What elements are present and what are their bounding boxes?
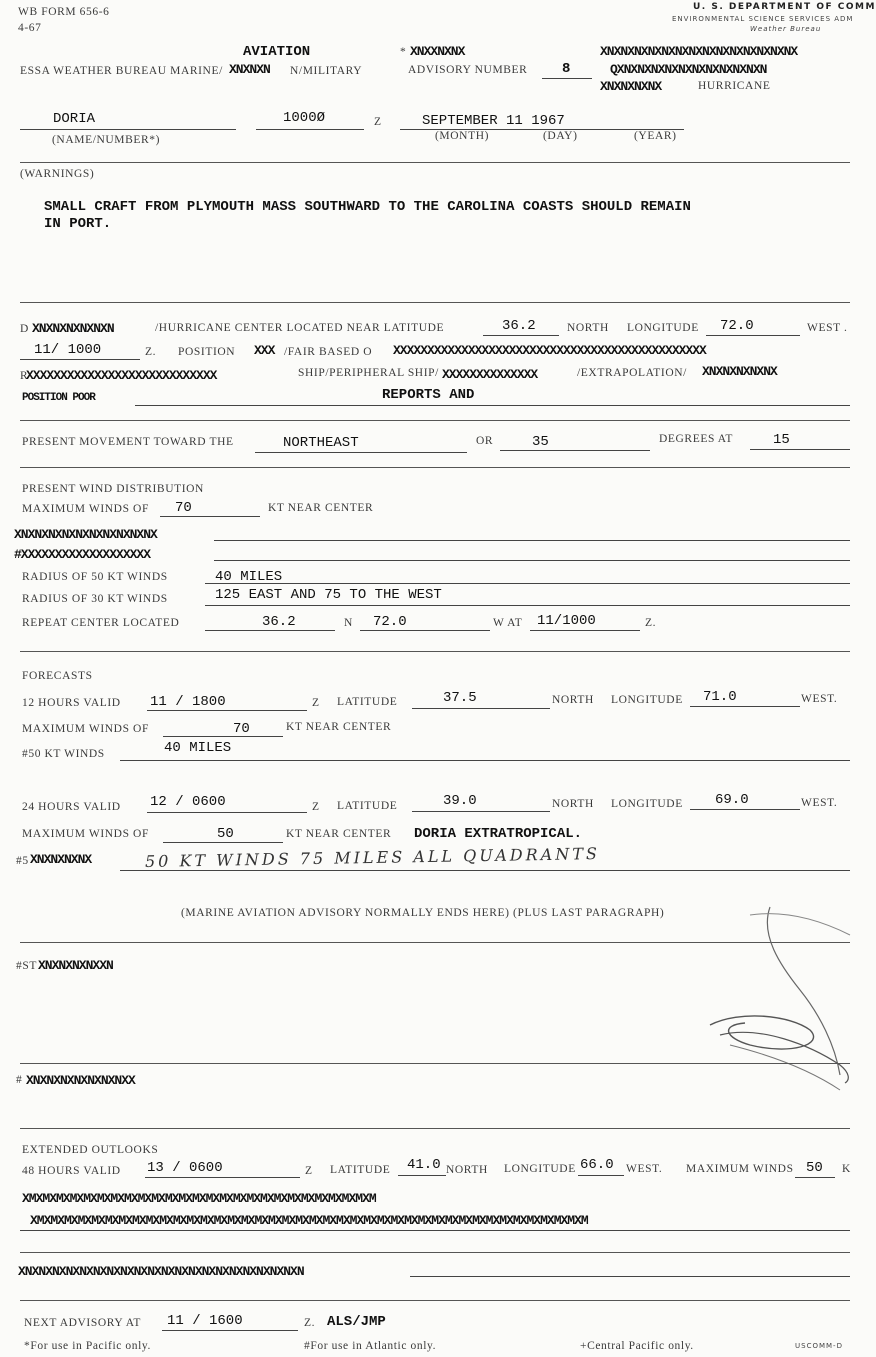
h24-time: 12 / 0600 bbox=[150, 794, 226, 810]
max-winds-label: MAXIMUM WINDS OF bbox=[22, 503, 149, 515]
h24-lon-underline bbox=[690, 809, 800, 810]
center-longitude: 72.0 bbox=[720, 318, 754, 334]
degrees-at-label: DEGREES AT bbox=[659, 433, 734, 445]
h48-z: Z bbox=[305, 1165, 313, 1177]
h12-max-value: 70 bbox=[233, 721, 250, 737]
repeat-latitude-underline bbox=[205, 630, 335, 631]
divider bbox=[20, 1300, 850, 1301]
h24-north: NORTH bbox=[552, 798, 594, 810]
extrapolation-label: /EXTRAPOLATION/ bbox=[577, 367, 687, 379]
military-label: N/MILITARY bbox=[290, 65, 363, 77]
center-longitude-underline bbox=[706, 335, 800, 336]
line3-overtype-2: XXXXXXXXXXXXXX bbox=[442, 367, 538, 382]
h24-lat-label: LATITUDE bbox=[337, 800, 398, 812]
h48-latitude: 41.0 bbox=[407, 1157, 441, 1173]
repeat-latitude: 36.2 bbox=[262, 614, 296, 630]
h12-latitude: 37.5 bbox=[443, 690, 477, 706]
h12-max-underline bbox=[163, 736, 283, 737]
h24-lat-underline bbox=[412, 811, 550, 812]
center-overtype: XNXNXNXNXNXN bbox=[32, 321, 114, 336]
h12-max-label: MAXIMUM WINDS OF bbox=[22, 723, 149, 735]
atlantic-note: #For use in Atlantic only. bbox=[304, 1340, 437, 1352]
w-at-label: W AT bbox=[493, 617, 523, 629]
form-code: USCOMM-D bbox=[795, 1342, 843, 1350]
movement-speed-underline bbox=[750, 449, 850, 450]
aviation-label: AVIATION bbox=[243, 44, 311, 60]
year-caption: (YEAR) bbox=[634, 130, 677, 142]
h24-latitude: 39.0 bbox=[443, 793, 477, 809]
next-advisory-underline bbox=[162, 1330, 298, 1331]
bureau-name: Weather Bureau bbox=[750, 25, 822, 33]
extended-outlooks-label: EXTENDED OUTLOOKS bbox=[22, 1144, 159, 1156]
wind-overtype-1: XNXNXNXNXNXNXNXNXNXNX bbox=[14, 527, 157, 542]
h24-longitude: 69.0 bbox=[715, 792, 749, 808]
kt-near-center-label: KT NEAR CENTER bbox=[268, 502, 374, 514]
position-poor-overtype: POSITION POOR bbox=[22, 392, 95, 404]
movement-label: PRESENT MOVEMENT TOWARD THE bbox=[22, 436, 234, 448]
h48-time: 13 / 0600 bbox=[147, 1160, 223, 1176]
h12-lon-label: LONGITUDE bbox=[611, 694, 683, 706]
divider bbox=[20, 651, 850, 652]
h48-label: 48 HOURS VALID bbox=[22, 1165, 121, 1177]
h24-west: WEST. bbox=[801, 797, 838, 809]
movement-degrees: 35 bbox=[532, 434, 549, 450]
center-prefix: D bbox=[20, 323, 29, 335]
h48-lon-underline bbox=[578, 1175, 624, 1176]
h12-w50-value: 40 MILES bbox=[164, 740, 232, 756]
asterisk-mark: * bbox=[400, 46, 407, 58]
radius-30-value: 125 EAST AND 75 TO THE WEST bbox=[215, 587, 442, 603]
navy-section-prefix: # bbox=[16, 1074, 23, 1086]
h12-time: 11 / 1800 bbox=[150, 694, 226, 710]
wind-overtype-2-underline bbox=[214, 560, 850, 561]
advisory-number-underline bbox=[542, 78, 592, 79]
h24-kt-near: KT NEAR CENTER bbox=[286, 828, 392, 840]
outlook-underline bbox=[20, 1230, 850, 1231]
repeat-time: 11/1000 bbox=[537, 613, 596, 629]
divider bbox=[20, 302, 850, 303]
h12-z: Z bbox=[312, 697, 320, 709]
h48-max-value: 50 bbox=[806, 1160, 823, 1176]
h12-lat-underline bbox=[412, 708, 550, 709]
divider bbox=[20, 467, 850, 468]
h48-west: WEST. bbox=[626, 1163, 663, 1175]
form-revision: 4-67 bbox=[18, 22, 42, 34]
h24-label: 24 HOURS VALID bbox=[22, 801, 121, 813]
position-label: POSITION bbox=[178, 346, 236, 358]
center-time: 11/ 1000 bbox=[34, 342, 102, 358]
repeat-time-underline bbox=[530, 630, 640, 631]
divider bbox=[20, 1128, 850, 1129]
right-overtype-3: XNXNXNXNX bbox=[600, 79, 662, 94]
position-overtype: XXX bbox=[254, 343, 275, 358]
center-label: /HURRICANE CENTER LOCATED NEAR LATITUDE bbox=[155, 322, 445, 334]
next-advisory-label: NEXT ADVISORY AT bbox=[24, 1317, 141, 1329]
wind-overtype-1-underline bbox=[214, 540, 850, 541]
right-overtype-2: QXNXNXNXNXNXNXNXNXNXNXN bbox=[610, 62, 767, 77]
h24-z: Z bbox=[312, 801, 320, 813]
h12-longitude: 71.0 bbox=[703, 689, 737, 705]
h24-max-value: 50 bbox=[217, 826, 234, 842]
outlook-overtype-3: XNXNXNXNXNXNXNXNXNXNXNXNXNXNXNXNXNXNXNXNXN bbox=[18, 1264, 304, 1279]
advisory-overtype: XNXXNXNX bbox=[410, 44, 465, 59]
h48-north: NORTH bbox=[446, 1164, 488, 1176]
fair-label: /FAIR BASED O bbox=[284, 346, 373, 358]
pen-scribble bbox=[700, 895, 850, 1125]
outlook-overtype-2: XMXMXMXMXMXMXMXMXMXMXMXMXMXMXMXMXMXMXMXMXMXMXMXMXMXMXMXMXMXMXMXMXMXMXMXMXMXMXMXMXM bbox=[30, 1213, 588, 1228]
handwritten-wind-note: 50 KT WINDS 75 MILES ALL QUADRANTS bbox=[144, 844, 601, 871]
advisory-number-label: ADVISORY NUMBER bbox=[408, 64, 528, 76]
h24-w-prefix: #5 bbox=[16, 855, 29, 867]
outlook-overtype-1: XMXMXMXMXMXMXMXMXMXMXMXMXMXMXMXMXMXMXMXMXMXMXMXMXMXM bbox=[22, 1191, 376, 1206]
warnings-label: (WARNINGS) bbox=[20, 168, 95, 180]
marine-overtype: XNXNXN bbox=[229, 62, 270, 77]
or-label: OR bbox=[476, 435, 494, 447]
movement-direction: NORTHEAST bbox=[283, 435, 359, 451]
fair-overtype: XXXXXXXXXXXXXXXXXXXXXXXXXXXXXXXXXXXXXXXXXXXXXX bbox=[393, 343, 706, 358]
west-label: WEST . bbox=[807, 322, 848, 334]
reports-and-text: REPORTS AND bbox=[382, 387, 475, 403]
h48-lon-label: LONGITUDE bbox=[504, 1163, 576, 1175]
h12-w50-label: #50 KT WINDS bbox=[22, 748, 105, 760]
forecaster-initials: ALS/JMP bbox=[327, 1314, 386, 1330]
radius-50-label: RADIUS OF 50 KT WINDS bbox=[22, 571, 168, 583]
marine-label: ESSA WEATHER BUREAU MARINE/ bbox=[20, 65, 223, 77]
wind-distribution-label: PRESENT WIND DISTRIBUTION bbox=[22, 483, 204, 495]
h24-extratropical: DORIA EXTRATROPICAL. bbox=[414, 826, 583, 842]
month-caption: (MONTH) bbox=[435, 130, 490, 142]
h48-longitude: 66.0 bbox=[580, 1157, 614, 1173]
advisory-date: SEPTEMBER 11 1967 bbox=[422, 113, 565, 129]
radius-50-value: 40 MILES bbox=[215, 569, 283, 585]
divider bbox=[20, 1063, 850, 1064]
line3-overtype-3: XNXNXNXNXNX bbox=[702, 364, 777, 379]
movement-speed: 15 bbox=[773, 432, 790, 448]
n-label: N bbox=[344, 617, 353, 629]
z-label: Z. bbox=[145, 346, 157, 358]
z-label: Z. bbox=[645, 617, 657, 629]
storm-section-overtype: XNXNXNXNXXN bbox=[38, 958, 113, 973]
form-id: WB FORM 656-6 bbox=[18, 6, 110, 18]
h12-w50-underline bbox=[120, 760, 850, 761]
line3-ship-label: SHIP/PERIPHERAL SHIP/ bbox=[298, 367, 439, 379]
zulu-label: Z bbox=[374, 116, 382, 128]
wind-overtype-2: #XXXXXXXXXXXXXXXXXXX bbox=[14, 547, 151, 562]
central-pacific-note: +Central Pacific only. bbox=[580, 1340, 694, 1352]
h48-lat-label: LATITUDE bbox=[330, 1164, 391, 1176]
department-title: U. S. DEPARTMENT OF COMM bbox=[693, 2, 876, 12]
h12-time-underline bbox=[147, 710, 307, 711]
outlook-overtype-3-underline bbox=[410, 1276, 850, 1277]
center-latitude-underline bbox=[483, 335, 559, 336]
hurricane-label: HURRICANE bbox=[698, 80, 771, 92]
h48-lat-underline bbox=[398, 1175, 446, 1176]
advisory-time-underline bbox=[256, 129, 364, 130]
h24-max-underline bbox=[163, 842, 283, 843]
radius-30-label: RADIUS OF 30 KT WINDS bbox=[22, 593, 168, 605]
h24-time-underline bbox=[147, 812, 307, 813]
right-overtype-1: XNXNXNXNXNXNXNXNXNXNXNXNXNXNX bbox=[600, 44, 798, 59]
next-advisory-z: Z. bbox=[304, 1317, 316, 1329]
advisory-number: 8 bbox=[562, 61, 571, 77]
h12-west: WEST. bbox=[801, 693, 838, 705]
h24-w-underline bbox=[120, 870, 850, 871]
storm-name: DORIA bbox=[53, 111, 96, 127]
movement-degrees-underline bbox=[500, 450, 650, 451]
repeat-longitude-underline bbox=[360, 630, 490, 631]
h12-label: 12 HOURS VALID bbox=[22, 697, 121, 709]
movement-direction-underline bbox=[255, 452, 467, 453]
repeat-center-label: REPEAT CENTER LOCATED bbox=[22, 617, 180, 629]
h48-time-underline bbox=[145, 1177, 300, 1178]
h24-w-overtype: XNXNXNXNX bbox=[30, 852, 92, 867]
radius-30-underline bbox=[205, 605, 850, 606]
north-label: NORTH bbox=[567, 322, 609, 334]
center-latitude: 36.2 bbox=[502, 318, 536, 334]
divider bbox=[20, 162, 850, 163]
h48-max-tail: K bbox=[842, 1163, 851, 1175]
navy-section-overtype: XNXNXNXNXNXNXNXX bbox=[26, 1073, 135, 1088]
max-winds-underline bbox=[160, 516, 260, 517]
warnings-line-2: IN PORT. bbox=[44, 216, 112, 232]
h24-lon-label: LONGITUDE bbox=[611, 798, 683, 810]
next-advisory-time: 11 / 1600 bbox=[167, 1313, 243, 1329]
pacific-note: *For use in Pacific only. bbox=[24, 1340, 152, 1352]
forecasts-label: FORECASTS bbox=[22, 670, 93, 682]
h24-max-label: MAXIMUM WINDS OF bbox=[22, 828, 149, 840]
divider bbox=[20, 420, 850, 421]
longitude-label: LONGITUDE bbox=[627, 322, 699, 334]
h12-north: NORTH bbox=[552, 694, 594, 706]
marine-aviation-note: (MARINE AVIATION ADVISORY NORMALLY ENDS HERE) (PLUS LAST PARAGRAPH) bbox=[181, 907, 665, 919]
advisory-time: 1000Ø bbox=[283, 110, 326, 126]
h48-max-label: MAXIMUM WINDS bbox=[686, 1163, 794, 1175]
agency-name: ENVIRONMENTAL SCIENCE SERVICES ADM bbox=[672, 15, 854, 23]
repeat-longitude: 72.0 bbox=[373, 614, 407, 630]
line3-prefix: R bbox=[20, 370, 29, 382]
storm-section-prefix: #ST bbox=[16, 960, 37, 972]
center-time-underline bbox=[20, 359, 140, 360]
h12-lat-label: LATITUDE bbox=[337, 696, 398, 708]
max-winds-value: 70 bbox=[175, 500, 192, 516]
h12-lon-underline bbox=[690, 706, 800, 707]
line3-overtype: XXXXXXXXXXXXXXXXXXXXXXXXXXXX bbox=[26, 368, 217, 383]
reports-underline bbox=[135, 405, 850, 406]
h48-max-underline bbox=[795, 1177, 835, 1178]
warnings-line-1: SMALL CRAFT FROM PLYMOUTH MASS SOUTHWARD TO THE CAROLINA COASTS SHOULD REMAIN bbox=[44, 199, 691, 215]
day-caption: (DAY) bbox=[543, 130, 578, 142]
h12-kt-near: KT NEAR CENTER bbox=[286, 721, 392, 733]
radius-50-underline bbox=[205, 583, 850, 584]
divider bbox=[20, 1252, 850, 1253]
name-caption: (NAME/NUMBER*) bbox=[52, 134, 161, 146]
storm-name-underline bbox=[20, 129, 236, 130]
